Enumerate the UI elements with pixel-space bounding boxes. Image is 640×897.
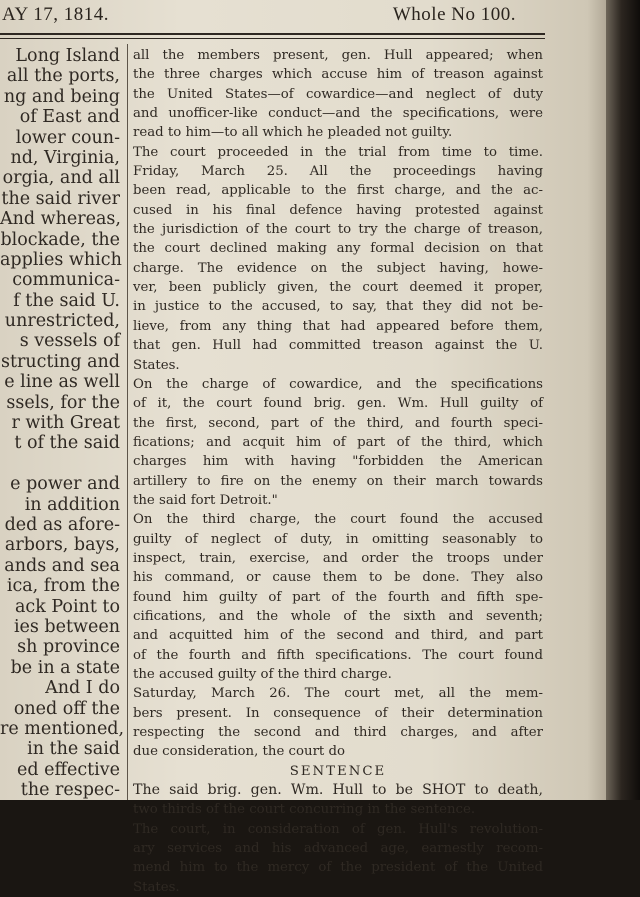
- left-column-line: f the said U.: [13, 290, 120, 311]
- article-line: all the members present, gen. Hull appeared; when: [133, 48, 543, 63]
- left-column-line: oned off the: [13, 698, 120, 719]
- article-line: read to him—to all which he pleaded not guilty.: [133, 125, 453, 141]
- left-column-line: ed effective: [17, 759, 120, 780]
- article-line: due consideration, the court do: [133, 744, 346, 760]
- article-line: guilty of neglect of duty, in omitting seasonably to: [133, 531, 543, 547]
- left-column-line: of East and: [19, 107, 120, 128]
- article-line: the three charges which accuse him of treason against: [133, 67, 543, 83]
- article-line: and acquitted him of the second and third, and part: [133, 628, 543, 644]
- right-column: [133, 46, 543, 895]
- left-column-line: structing and: [0, 351, 120, 372]
- article-line: of it, the court found brig. gen. Wm. Hull guilty of: [133, 396, 543, 412]
- left-column-line: arbors, bays,: [4, 535, 120, 556]
- article-line: in justice to the accused, to say, that they did not be-: [133, 299, 543, 315]
- left-column-line: And whereas,: [0, 209, 121, 230]
- left-column-line: orgia, and all: [2, 168, 120, 189]
- article-line: ary services and his advanced age, earnestly recom-: [133, 841, 543, 857]
- issue-date: AY 17, 1814.: [2, 4, 109, 25]
- left-column-line: ies between: [13, 616, 120, 637]
- left-column-line: applies which: [0, 249, 122, 270]
- masthead-rule: [0, 33, 545, 35]
- left-column: [0, 46, 124, 806]
- left-column-line: Long Island: [15, 46, 120, 66]
- left-column-line: re mentioned,: [0, 718, 125, 739]
- left-column-line: sh province: [17, 637, 120, 658]
- article-line: On the charge of cowardice, and the specifications: [133, 376, 543, 392]
- left-column-line: ng and being: [3, 86, 120, 107]
- article-line: mend him to the mercy of the president of the United: [133, 860, 543, 876]
- left-column-line: ssels, for the: [6, 392, 120, 413]
- article-line: found him guilty of part of the fourth and fifth spe-: [133, 589, 543, 605]
- sentence-heading: SENTENCE: [289, 763, 387, 779]
- left-column-line: e power and: [10, 474, 120, 495]
- masthead-rule-thin: [0, 38, 545, 39]
- article-line: cifications, and the whole of the sixth and seventh;: [133, 608, 543, 624]
- article-line: the first, second, part of the third, and fourth speci-: [133, 415, 543, 431]
- article-line: the accused guilty of the third charge.: [133, 667, 392, 682]
- article-line: Friday, March 25. All the proceedings having: [133, 164, 543, 180]
- article-line: inspect, train, exercise, and order the troops under: [133, 550, 543, 566]
- left-column-line: s vessels of: [19, 331, 120, 352]
- article-line: and unofficer-like conduct—and the specifications, were: [133, 106, 543, 122]
- left-column-line: lower coun-: [15, 127, 120, 148]
- page-edge-shadow: [606, 0, 640, 800]
- issue-number: Whole No 100.: [392, 4, 516, 25]
- article-line: On the third charge, the court found the accused: [133, 512, 543, 528]
- left-column-line: in the said: [27, 739, 120, 760]
- left-column-line: communica-: [12, 270, 120, 291]
- left-column-line: all the ports,: [6, 66, 120, 87]
- left-column-line: unrestricted,: [4, 311, 120, 332]
- article-line: States.: [133, 357, 180, 373]
- left-column-line: t of the said: [14, 433, 120, 454]
- left-column-line: the said river: [1, 188, 120, 209]
- article-line: charges him with having "forbidden the American: [133, 454, 543, 470]
- left-column-line: blockade, the: [0, 229, 120, 250]
- article-line: Saturday, March 26. The court met, all the mem-: [133, 686, 543, 702]
- article-line: ver, been publicly given, the court deemed it proper,: [133, 280, 543, 296]
- left-column-line: ica, from the: [6, 576, 120, 597]
- left-column-line: r with Great: [11, 413, 120, 434]
- article-line: been read, applicable to the first charge, and the ac-: [133, 183, 543, 199]
- left-column-line: in addition: [24, 494, 120, 515]
- left-column-line: [0, 454, 124, 474]
- left-column-line: ack Point to: [14, 596, 120, 617]
- left-column-line: ands and sea: [4, 555, 120, 576]
- article-line: The said brig. gen. Wm. Hull to be SHOT to death,: [133, 782, 543, 799]
- article-line: the United States—of cowardice—and neglect of duty: [133, 86, 543, 102]
- article-line: the jurisdiction of the court to try the charge of treason,: [133, 222, 543, 238]
- left-column-line: nd, Virginia,: [10, 147, 120, 168]
- article-line: that gen. Hull had committed treason against the U.: [133, 338, 543, 354]
- article-line: of the fourth and fifth specifications. The court found: [133, 647, 543, 663]
- article-line: bers present. In consequence of their determination: [133, 705, 543, 721]
- left-column-line: be in a state: [10, 657, 120, 678]
- column-divider: [127, 44, 128, 800]
- left-column-line: ded as afore-: [4, 514, 120, 535]
- article-line: fications; and acquit him of part of the third, which: [133, 434, 543, 450]
- article-line: the court declined making any formal decision on that: [133, 241, 543, 257]
- article-line: his command, or cause them to be done. They also: [133, 570, 543, 586]
- article-line: respecting the second and third charges, and after: [133, 725, 543, 741]
- masthead: [0, 4, 560, 28]
- article-line: lieve, from any thing that had appeared before them,: [133, 318, 543, 334]
- article-line: charge. The evidence on the subject having, howe-: [133, 260, 543, 276]
- article-line: artillery to fire on the enemy on their march towards: [133, 473, 543, 489]
- article-line: The court, in consideration of gen. Hull's revolution-: [133, 821, 543, 837]
- left-column-line: e line as well: [4, 372, 120, 393]
- left-column-line: the respec-: [20, 780, 120, 801]
- article-line: The court proceeded in the trial from time to time.: [133, 144, 543, 160]
- article-line: States.: [133, 879, 180, 895]
- article-line: the said fort Detroit.": [133, 492, 278, 508]
- left-column-line: And I do: [45, 678, 120, 699]
- article-line: cused in his final defence having protested against: [133, 202, 543, 218]
- article-line: two thirds of the court concurring in the sentence.: [133, 802, 476, 818]
